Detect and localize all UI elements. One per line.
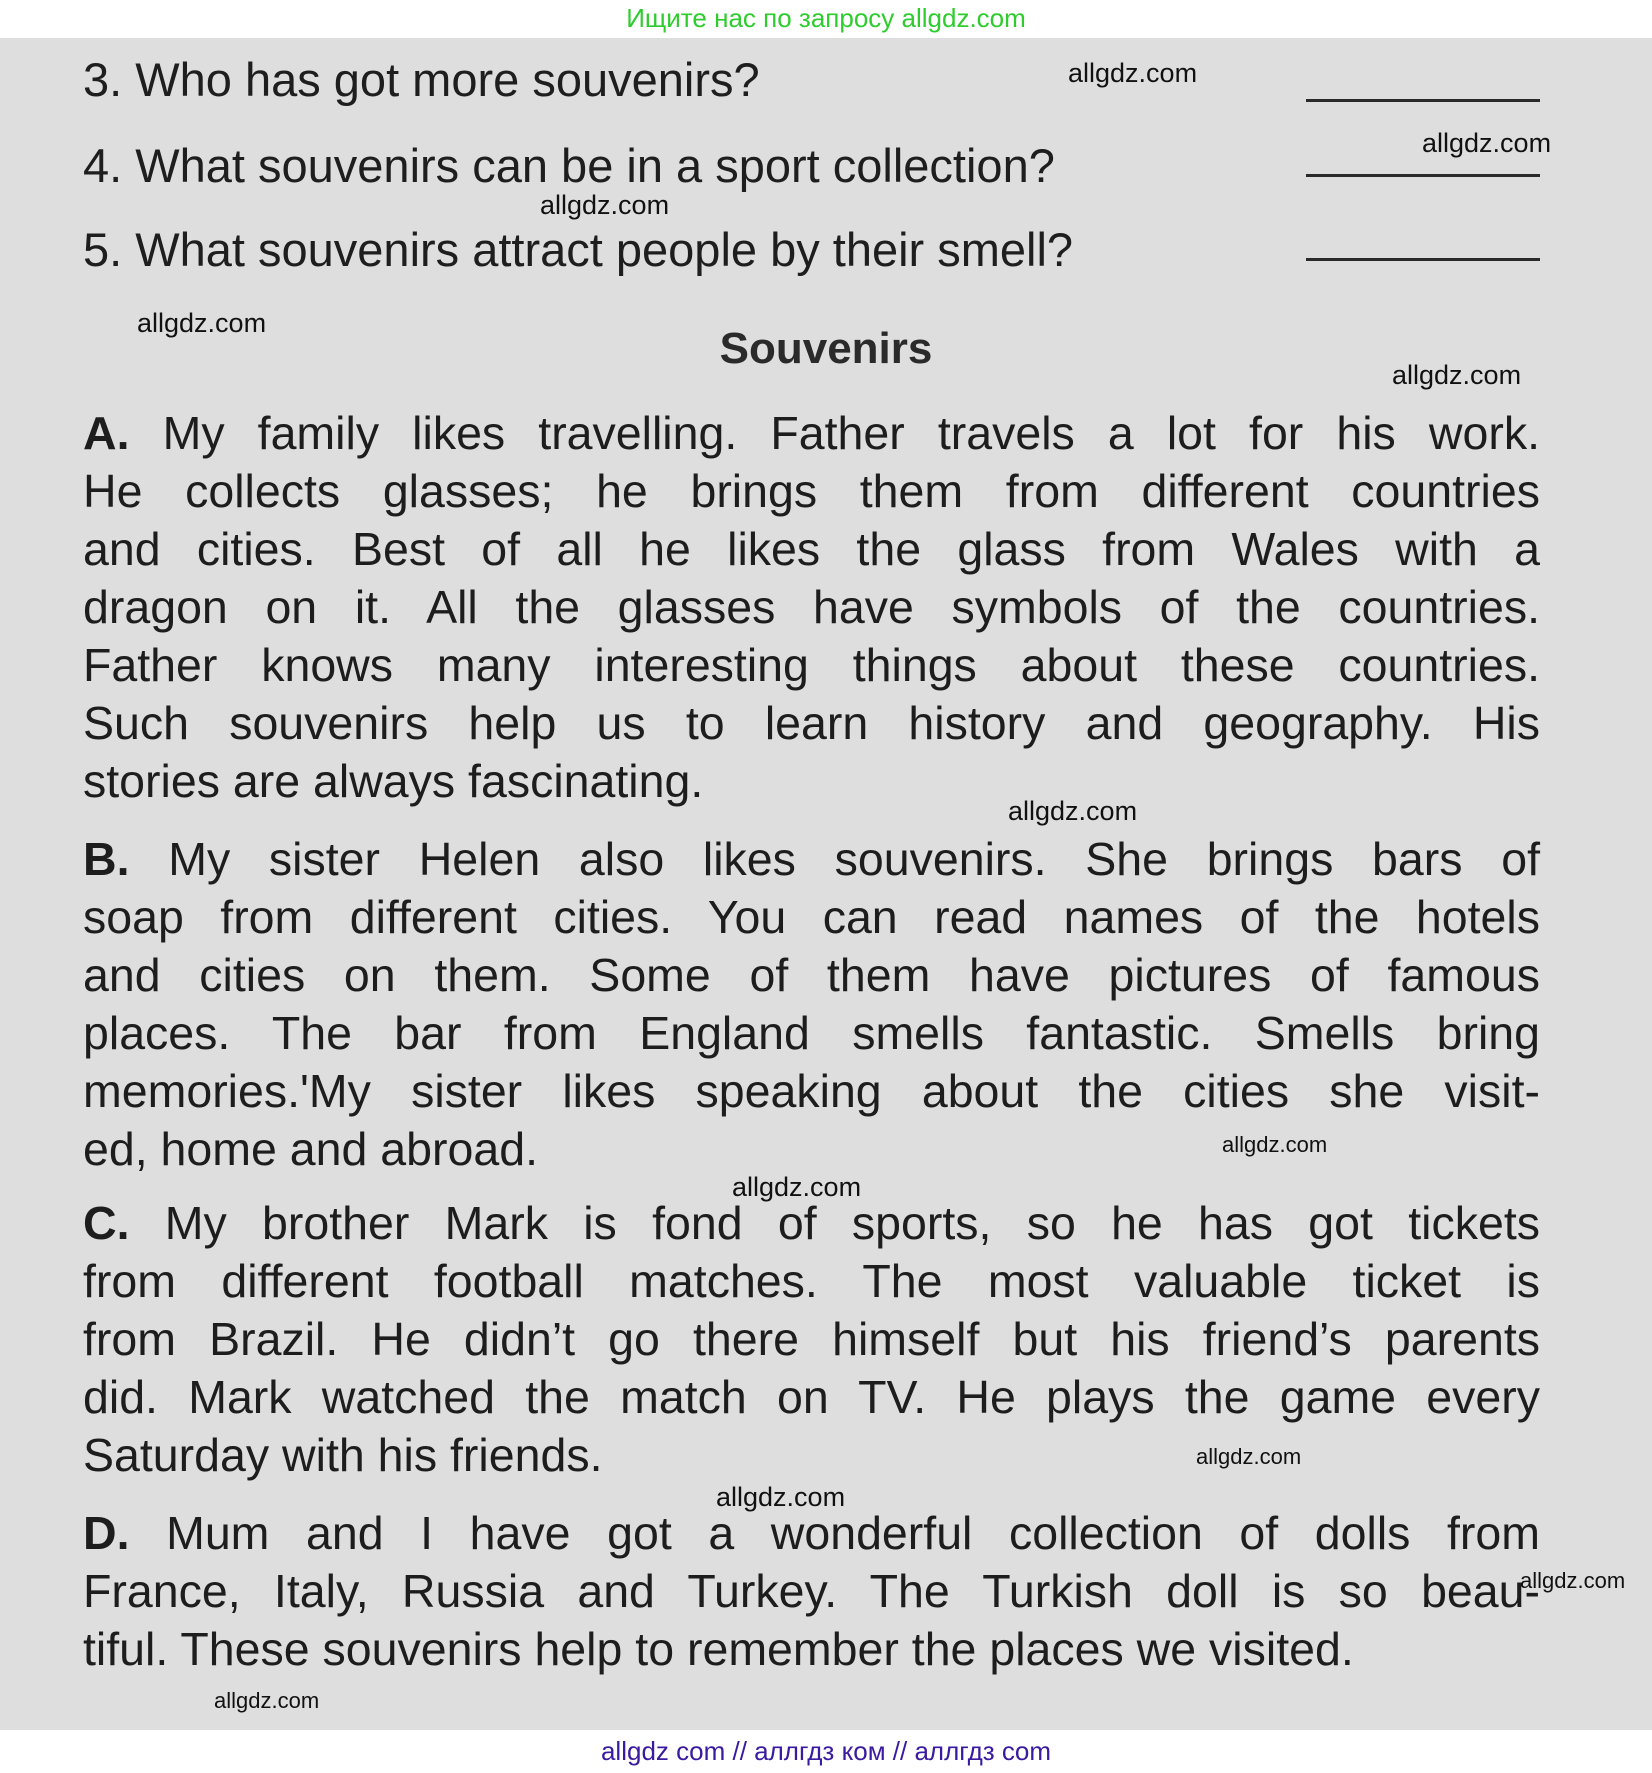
watermark: allgdz.com: [214, 1688, 320, 1713]
paragraph-c-text: My brother Mark is fond of sports, so he has got tickets: [129, 1197, 1540, 1249]
question-4: 4. What souvenirs can be in a sport collection?: [83, 139, 1055, 192]
paragraph-b-line: memories.'My sister likes speaking about the cities she visit-: [83, 1065, 1540, 1117]
watermark: allgdz.com: [716, 1482, 846, 1512]
answer-blank-4: [1306, 174, 1540, 177]
paragraph-a-line: [83, 408, 1540, 460]
paragraph-a-line: Such souvenirs help us to learn history and geography. His: [83, 697, 1540, 749]
watermark: allgdz.com: [1222, 1132, 1328, 1157]
paragraph-d-line: France, Italy, Russia and Turkey. The Turkish doll is so beau-: [83, 1565, 1540, 1617]
page-title: Souvenirs: [719, 324, 933, 373]
paragraph-a-line: and cities. Best of all he likes the glass from Wales with a: [83, 523, 1540, 575]
watermark: allgdz.com: [1196, 1444, 1302, 1469]
paragraph-c-letter: C.: [83, 1197, 130, 1249]
question-5: 5. What souvenirs attract people by their smell?: [83, 223, 1074, 276]
paragraph-b-line: and cities on them. Some of them have pictures of famous: [83, 949, 1540, 1001]
paragraph-c-line: did. Mark watched the match on TV. He plays the game every: [83, 1371, 1540, 1423]
paragraph-b-line: soap from different cities. You can read names of the hotels: [83, 891, 1540, 943]
watermark: allgdz.com: [732, 1172, 862, 1202]
bottom-banner: allgdz com // аллгдз ком // аллгдз com: [0, 1730, 1652, 1773]
watermark: allgdz.com: [1068, 58, 1198, 88]
paragraph-c-line: [83, 1198, 1540, 1250]
paragraph-c-line: from different football matches. The most valuable ticket is: [83, 1255, 1540, 1307]
paragraph-d-text: Mum and I have got a wonderful collection of dolls from: [129, 1507, 1540, 1559]
watermark: allgdz.com: [137, 308, 267, 338]
paragraph-b-letter: B.: [83, 833, 130, 885]
paragraph-b-line: places. The bar from England smells fantastic. Smells bring: [83, 1007, 1540, 1059]
paragraph-a-letter: A.: [83, 407, 130, 459]
paragraph-c-line: from Brazil. He didn’t go there himself but his friend’s parents: [83, 1313, 1540, 1365]
paragraph-a-line: Father knows many interesting things about these countries.: [83, 639, 1540, 691]
watermark: allgdz.com: [540, 190, 670, 220]
scanned-page: [0, 38, 1652, 1730]
paragraph-d-line: tiful. These souvenirs help to remember the places we visited.: [83, 1623, 1354, 1675]
question-3: 3. Who has got more souvenirs?: [83, 53, 760, 106]
answer-blank-5: [1306, 258, 1540, 261]
paragraph-a-text: My family likes travelling. Father travels a lot for his work.: [129, 407, 1540, 459]
watermark: allgdz.com: [1520, 1568, 1626, 1593]
paragraph-d-letter: D.: [83, 1507, 130, 1559]
paragraph-a-line: stories are always fascinating.: [83, 755, 704, 807]
paragraph-c-line: Saturday with his friends.: [83, 1429, 603, 1481]
watermark: allgdz.com: [1422, 128, 1552, 158]
paragraph-b-line: ed, home and abroad.: [83, 1123, 539, 1175]
answer-blank-3: [1306, 99, 1540, 102]
paragraph-b-text: My sister Helen also likes souvenirs. She brings bars of: [129, 833, 1540, 885]
watermark: allgdz.com: [1008, 796, 1138, 826]
watermark: allgdz.com: [1392, 360, 1522, 390]
top-banner: Ищите нас по запросу allgdz.com: [0, 0, 1652, 38]
paragraph-a-line: He collects glasses; he brings them from different countries: [83, 465, 1540, 517]
paragraph-b-line: [83, 834, 1540, 886]
paragraph-a-line: dragon on it. All the glasses have symbols of the countries.: [83, 581, 1540, 633]
paragraph-d-line: [83, 1508, 1540, 1560]
